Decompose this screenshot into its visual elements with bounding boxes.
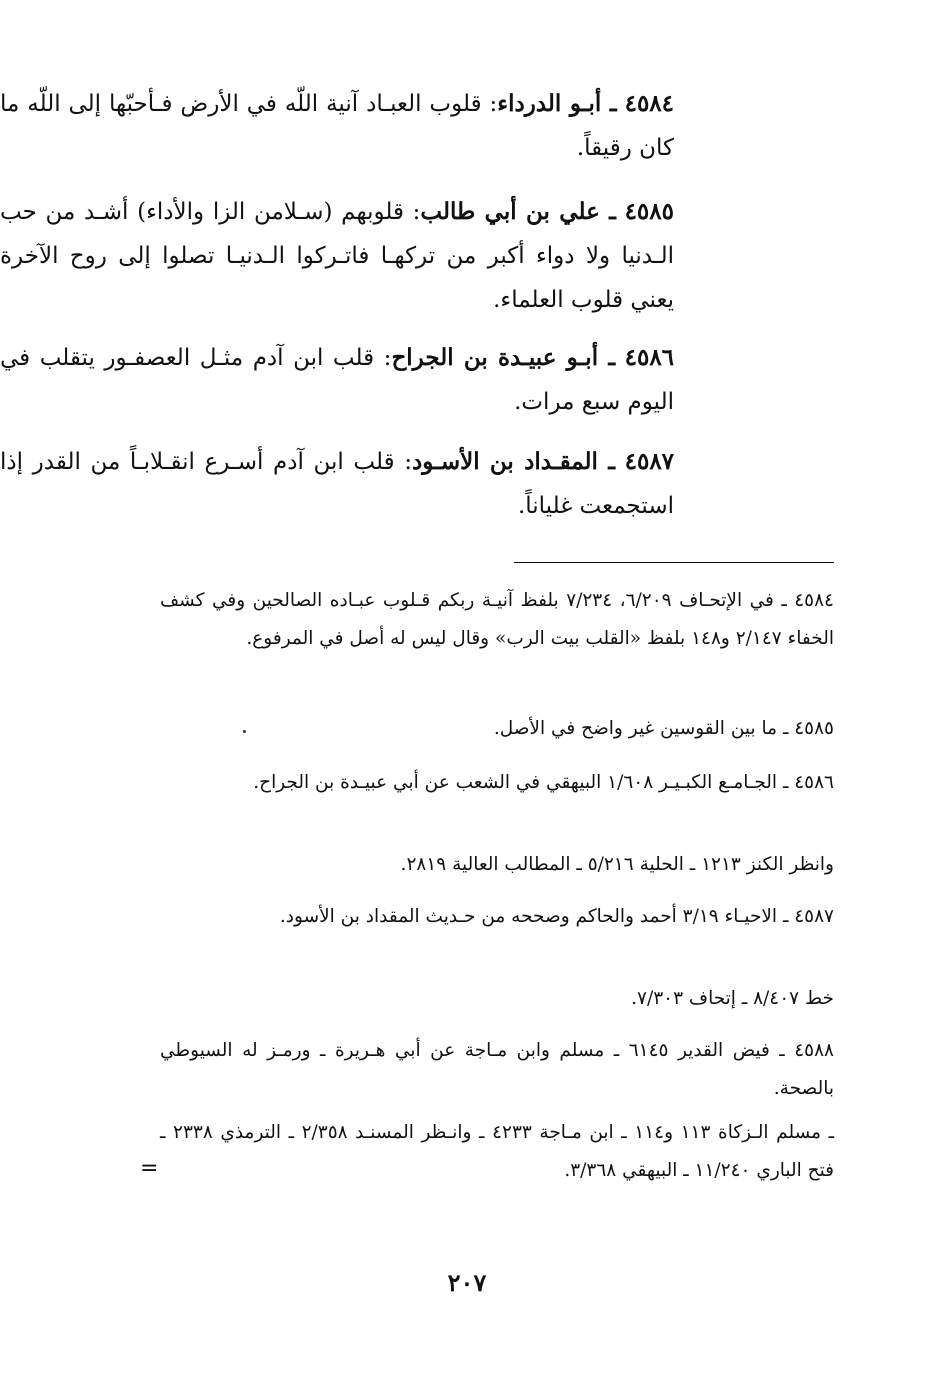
footnote-divider <box>514 562 834 563</box>
entry-4587: ٤٥٨٧ ـ المقـداد بن الأسـود: قلب ابن آدم أسـرع انقـلابـاً من القدر إذا استجمعت غلياناً. <box>0 448 675 519</box>
entry-text: قلب ابن آدم أسـرع انقـلابـاً من القدر إذا استجمعت غلياناً. <box>0 449 674 519</box>
footnote-4584: ٤٥٨٤ ـ في الإتحـاف ٦/٢٠٩، ٧/٢٣٤ بلفظ آنيـة ربكم قـلوب عبـاده الصالحين وفي كشف الخفاء ٢/١٤٧ و١٤٨ بلفظ «القلب بيت الرب» وقال ليس له أصل في المرفوع. <box>160 590 834 649</box>
footnote-4586-see-also: وانظر الكنز ١٢١٣ ـ الحلية ٥/٢١٦ ـ المطالب العالية ٢٨١٩. <box>400 854 834 875</box>
footnote-4587: ٤٥٨٧ ـ الاحيـاء ٣/١٩ أحمد والحاكم وصححه من حـديث المقداد بن الأسود. <box>279 906 834 927</box>
entry-text: قلب ابن آدم مثـل العصفـور يتقلب في اليوم سبع مرات. <box>0 345 674 415</box>
entry-number: ٤٥٨٧ <box>624 448 675 475</box>
continuation-mark: = <box>140 1156 159 1181</box>
entry-narrator: المقـداد بن الأسـود <box>411 448 598 475</box>
entry-text: قلوبهم (سـلامن الزا والأداء) أشـد من حب الـدنيا ولا دواء أكبر من تركهـا فاتـركوا الـدنيـا تصلوا إلى روح الآخرة يعني قلوب العلماء. <box>0 199 674 313</box>
page-number: ٢٠٧ <box>447 1268 487 1297</box>
footnote-4585: ٤٥٨٥ ـ ما بين القوسين غير واضح في الأصل. <box>493 718 834 739</box>
entry-narrator: أبـو الدرداء <box>497 90 602 117</box>
entry-number: ٤٥٨٥ <box>624 198 674 225</box>
entry-narrator: علي بن أبي طالب <box>420 198 600 225</box>
entry-number: ٤٥٨٦ <box>624 344 675 371</box>
entry-4585: ٤٥٨٥ ـ علي بن أبي طالب: قلوبهم (سـلامن الزا والأداء) أشـد من حب الـدنيا ولا دواء أكبر من تركهـا فاتـركوا الـدنيـا تصلوا إلى روح الآخرة يعني قلوب العلماء. <box>0 198 674 313</box>
footnote-4586: ٤٥٨٦ ـ الجـامـع الكبـيـر ١/٦٠٨ البيهقي في الشعب عن أبي عبيـدة بن الجراح. <box>253 772 834 793</box>
footnote-4587-see-also: خط ٨/٤٠٧ ـ إتحاف ٧/٣٠٣. <box>631 988 834 1009</box>
entry-4584: ٤٥٨٤ ـ أبـو الدرداء: قلوب العبـاد آنية اللّه في الأرض فـأحبّها إلى اللّه ما كان رقيقاً. <box>0 90 675 161</box>
entry-narrator: أبـو عبيـدة بن الجراح <box>391 344 599 371</box>
entry-number: ٤٥٨٤ <box>624 90 675 117</box>
entry-text: قلوب العبـاد آنية اللّه في الأرض فـأحبّها إلى اللّه ما كان رقيقاً. <box>0 91 674 161</box>
ink-speck <box>243 730 246 733</box>
footnote-4588-continued: ـ مسلم الـزكاة ١١٣ و١١٤ ـ ابن مـاجة ٤٢٣٣ ـ وانـظر المسنـد ٢/٣٥٨ ـ الترمذي ٢٣٣٨ ـ فتح الباري ١١/٢٤٠ ـ البيهقي ٣/٣٦٨. <box>160 1122 834 1181</box>
entry-4586: ٤٥٨٦ ـ أبـو عبيـدة بن الجراح: قلب ابن آدم مثـل العصفـور يتقلب في اليوم سبع مرات. <box>0 344 675 415</box>
footnote-4588: ٤٥٨٨ ـ فيض القدير ٦١٤٥ ـ مسلم وابن مـاجة عن أبي هـريرة ـ ورمـز له السيوطي بالصحة. <box>160 1040 834 1099</box>
